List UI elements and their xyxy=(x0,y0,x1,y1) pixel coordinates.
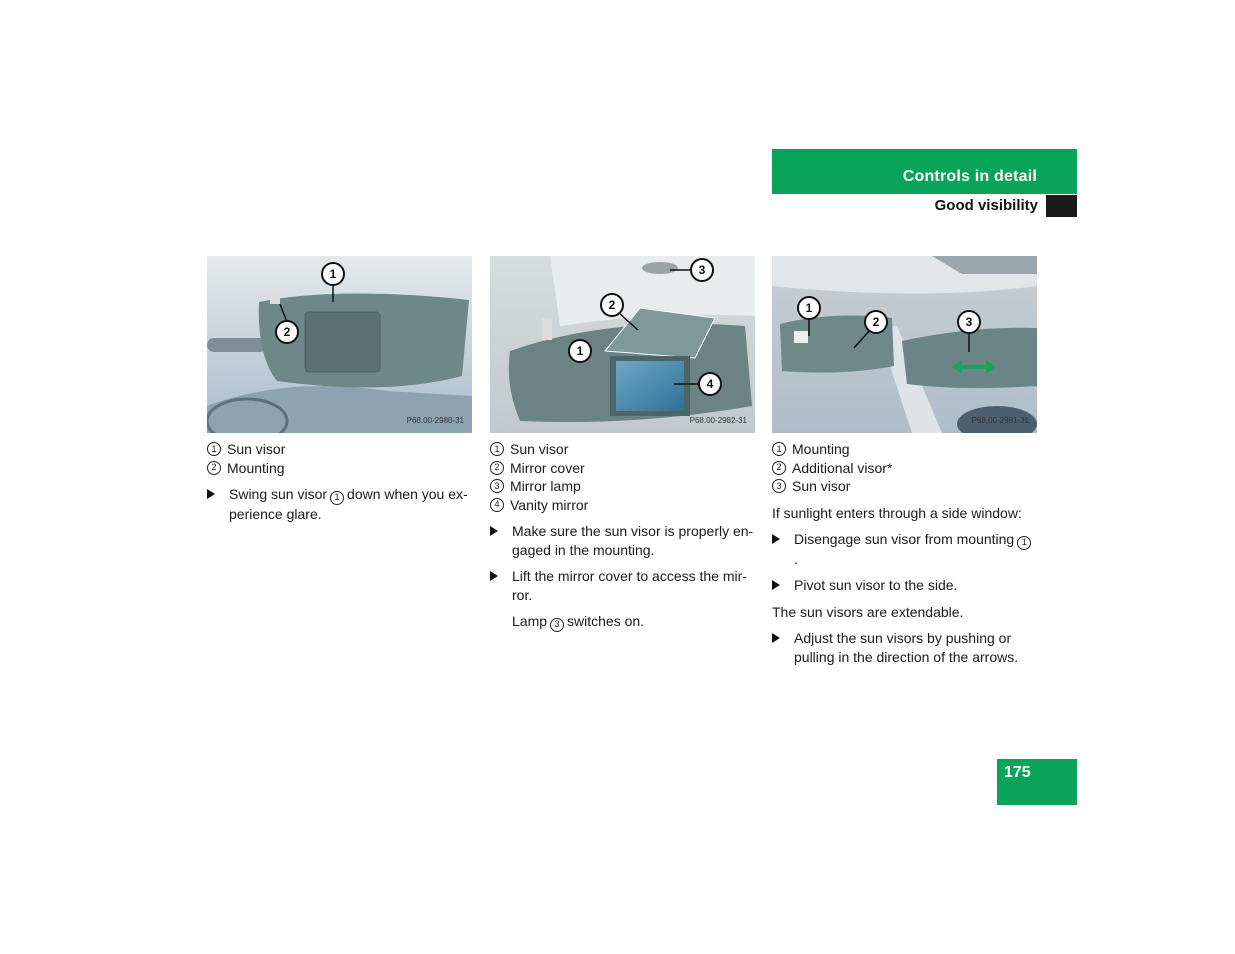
note-text: Lamp xyxy=(512,613,548,629)
bullet-arrow-icon xyxy=(490,526,498,536)
paragraph: The sun visors are extendable. xyxy=(772,603,964,620)
column-vanity-mirror xyxy=(490,256,756,632)
instruction-step xyxy=(772,576,1038,595)
figure-code: P68.00-2982-31 xyxy=(689,415,747,425)
legend-item xyxy=(490,440,756,459)
legend-item xyxy=(772,440,1038,459)
legend-item xyxy=(772,459,1038,478)
mirror-glass-shape xyxy=(616,361,684,411)
bullet-arrow-icon xyxy=(490,571,498,581)
legend-num: 1 xyxy=(772,442,786,456)
legend xyxy=(490,440,756,514)
step-text: perience glare. xyxy=(229,505,322,522)
instruction-step xyxy=(772,530,1038,568)
page-number: 175 xyxy=(1004,764,1031,781)
lamp-shape xyxy=(642,262,678,274)
callout-label: 3 xyxy=(698,263,706,277)
inline-num: 1 xyxy=(330,491,344,505)
rear-mirror-shape xyxy=(207,338,267,352)
callout-label: 2 xyxy=(283,325,291,339)
callout-label: 4 xyxy=(706,377,714,391)
sun-visor-illustration xyxy=(207,256,472,433)
step-text: down when you ex- xyxy=(347,486,468,502)
step-text: Swing sun visor xyxy=(229,486,328,502)
legend-num: 4 xyxy=(490,498,504,512)
legend xyxy=(207,440,473,477)
figure-sun-visor xyxy=(207,256,472,433)
step-text: ror. xyxy=(512,586,533,603)
legend xyxy=(772,440,1038,496)
mounting-clip-shape xyxy=(270,294,280,304)
legend-label: Mounting xyxy=(227,459,285,476)
step-text: Make sure the sun visor is properly en- xyxy=(512,523,754,539)
result-note xyxy=(490,612,756,632)
vanity-mirror-illustration xyxy=(490,256,755,433)
figure-code: P68.00-2981-31 xyxy=(971,415,1029,425)
legend-item xyxy=(490,459,756,478)
bullet-arrow-icon xyxy=(207,489,215,499)
legend-item xyxy=(207,459,473,478)
callout-label: 1 xyxy=(576,344,584,358)
mounting-clip-shape xyxy=(542,318,552,340)
callout-label: 1 xyxy=(805,301,813,315)
figure-code: P68.00-2980-31 xyxy=(406,415,464,425)
instruction-step xyxy=(490,522,756,559)
thumb-tab xyxy=(1046,195,1077,217)
legend-label: Additional visor* xyxy=(792,459,893,476)
visor-mirror-shape xyxy=(305,312,380,372)
instruction-step xyxy=(207,485,473,523)
step-text: Disengage sun visor from mounting xyxy=(794,531,1015,547)
legend-label: Mirror lamp xyxy=(510,478,581,494)
legend-item xyxy=(772,477,1038,496)
instruction-step xyxy=(490,567,756,604)
page-number-box xyxy=(997,759,1077,805)
step-text: Pivot sun visor to the side. xyxy=(794,577,958,593)
inline-num: 3 xyxy=(550,618,564,632)
legend-num: 2 xyxy=(490,461,504,475)
legend-num: 3 xyxy=(490,479,504,493)
section-title: Controls in detail xyxy=(902,168,1037,185)
legend-item xyxy=(490,477,756,496)
callout-label: 3 xyxy=(965,315,973,329)
step-text: . xyxy=(794,550,798,567)
step-text: pulling in the direction of the arrows. xyxy=(794,648,1019,665)
legend-item xyxy=(490,496,756,515)
bullet-arrow-icon xyxy=(772,534,780,544)
inline-num: 1 xyxy=(1017,536,1031,550)
column-side-visor xyxy=(772,256,1038,666)
side-visor-illustration xyxy=(772,256,1037,433)
legend-label: Mounting xyxy=(792,441,850,457)
legend-label: Vanity mirror xyxy=(510,496,589,513)
legend-label: Mirror cover xyxy=(510,459,585,476)
callout-label: 2 xyxy=(608,298,616,312)
legend-num: 2 xyxy=(772,461,786,475)
callout-label: 1 xyxy=(329,267,337,281)
figure-vanity-mirror xyxy=(490,256,755,433)
legend-label: Sun visor xyxy=(227,441,286,457)
subsection-title: Good visibility xyxy=(934,197,1038,214)
legend-num: 2 xyxy=(207,461,221,475)
figure-side-visor xyxy=(772,256,1037,433)
step-text: Lift the mirror cover to access the mir- xyxy=(512,568,747,584)
step-text: Adjust the sun visors by pushing or xyxy=(794,630,1012,646)
section-header-bar xyxy=(772,149,1077,194)
instruction-step xyxy=(772,629,1038,666)
legend-num: 3 xyxy=(772,479,786,493)
legend-num: 1 xyxy=(490,442,504,456)
bullet-arrow-icon xyxy=(772,633,780,643)
step-text: gaged in the mounting. xyxy=(512,541,655,558)
legend-label: Sun visor xyxy=(510,441,569,457)
note-text: switches on. xyxy=(567,613,645,629)
column-sun-visor xyxy=(207,256,473,523)
legend-num: 1 xyxy=(207,442,221,456)
legend-item xyxy=(207,440,473,459)
mounting-clip-shape xyxy=(794,331,808,343)
paragraph: If sunlight enters through a side window: xyxy=(772,504,1022,521)
legend-label: Sun visor xyxy=(792,478,851,494)
bullet-arrow-icon xyxy=(772,580,780,590)
callout-label: 2 xyxy=(872,315,880,329)
